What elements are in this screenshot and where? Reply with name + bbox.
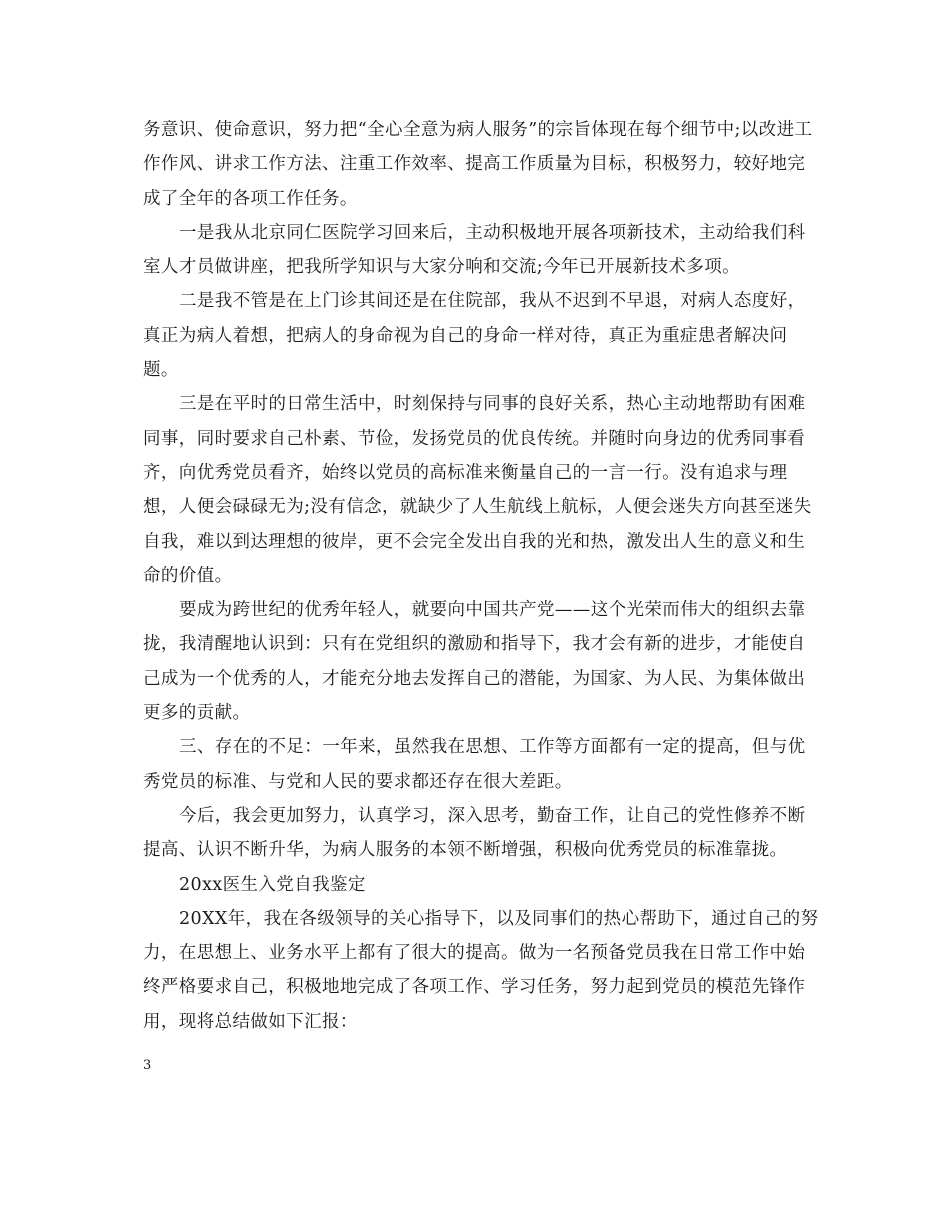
- page-number: 3: [143, 1058, 152, 1073]
- paragraph-0: 务意识、使命意识，努力把“全心全意为病人服务”的宗旨体现在每个细节中;以改进工作作风、讲求工作方法、注重工作效率、提高工作质量为目标，积极努力，较好地完成了全年的各项工作任务。: [143, 120, 813, 209]
- paragraph-6: 今后，我会更加努力，认真学习，深入思考，勤奋工作，让自己的党性修养不断提高、认识不断升华，为病人服务的本领不断增强，积极向优秀党员的标准靠拢。: [143, 805, 806, 861]
- paragraph-2: 二是我不管是在上门诊其间还是在住院部，我从不迟到不早退，对病人态度好，真正为病人着想，把病人的身命视为自己的身命一样对待，真正为重症患者解决问题。: [143, 291, 806, 381]
- paragraph-1: 一是我从北京同仁医院学习回来后，主动积极地开展各项新技术，主动给我们科室人才员做讲座，把我所学知识与大家分响和交流;今年已开展新技术多项。: [143, 222, 806, 278]
- paragraph-8: 20XX年，我在各级领导的关心指导下，以及同事们的热心帮助下，通过自己的努力，在思想上、业务水平上都有了很大的提高。做为一名预备党员我在日常工作中始终严格要求自己，积极地地完成了各项工作、学习任务，努力起到党员的模范先锋作用，现将总结做如下汇报：: [143, 908, 819, 1032]
- section-heading: 20xx医生入党自我鉴定: [179, 874, 366, 895]
- document-body: [143, 113, 823, 1039]
- paragraph-3: 三是在平时的日常生活中，时刻保持与同事的良好关系，热心主动地帮助有困难同事，同时要求自己朴素、节俭，发扬党员的优良传统。并随时向身边的优秀同事看齐，向优秀党员看齐，始终以党员的高标准来衡量自己的一言一行。没有追求与理想，人便会碌碌无为;没有信念，就缺少了人生航线上航标，人便会迷失方向甚至迷失自我，难以到达理想的彼岸，更不会完全发出自我的光和热，激发出人生的意义和生命的价值。: [143, 394, 812, 586]
- paragraph-4: 要成为跨世纪的优秀年轻人，就要向中国共产党——这个光荣而伟大的组织去靠拢，我清醒地认识到：只有在党组织的激励和指导下，我才会有新的进步，才能使自己成为一个优秀的人，才能充分地去发挥自己的潜能，为国家、为人民、为集体做出更多的贡献。: [143, 600, 806, 724]
- paragraph-5: 三、存在的不足：一年来，虽然我在思想、工作等方面都有一定的提高，但与优秀党员的标准、与党和人民的要求都还存在很大差距。: [143, 737, 806, 792]
